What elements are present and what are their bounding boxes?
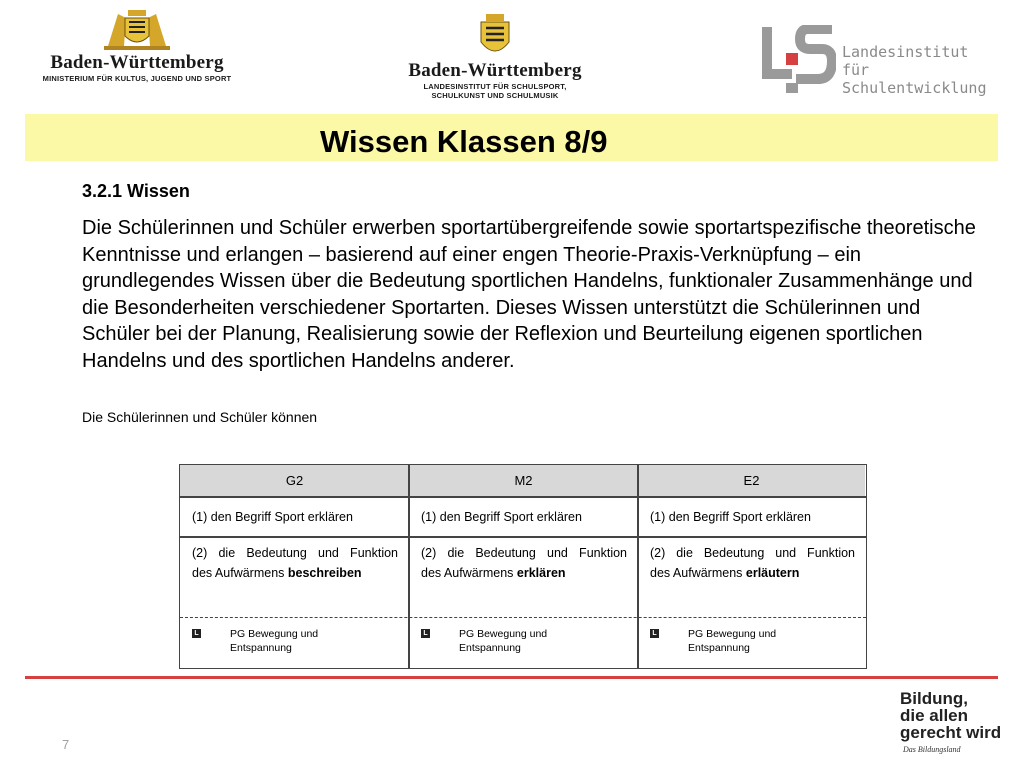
table-cell-m2-row1: (1) den Begriff Sport erklären [421, 510, 582, 524]
ls-name-line1: Landesinstitut [842, 43, 969, 61]
ministry-logo [22, 8, 252, 98]
table-cell-g2-row2: (2) die Bedeutung und Funktion des Aufwärmens beschreiben [192, 546, 398, 580]
table-cell-e2-row1: (1) den Begriff Sport erklären [650, 510, 811, 524]
coat-of-arms-icon [98, 8, 176, 52]
shield-crest-icon [477, 14, 513, 60]
leitperspektive-icon: L [192, 629, 201, 638]
page-number: 7 [62, 737, 70, 752]
institute-subtitle-line1: LANDESINSTITUT FÜR SCHULSPORT, [423, 82, 567, 91]
competence-table [179, 464, 867, 669]
section-heading: 3.2.1 Wissen [82, 181, 190, 201]
ministry-name: Baden-Württemberg [50, 52, 224, 73]
body-paragraph: Die Schülerinnen und Schüler erwerben sportartübergreifende sowie sportartspezifische theoretische Kenntnisse und erlangen – basierend auf einer engen Theorie-Praxis-Verknüpfung – ein grundlegendes Wissen über die Bedeutung sportlichen Handelns, funktionaler Zusammenhänge und die Besonderheiten verschiedener Sportarten. Dieses Wissen unterstützt die Schülerinnen und Schüler bei der Planung, Realisierung sowie der Reflexion und Beurteilung eigenen sportlichen Handelns und des sportlichen Handelns anderer. [82, 217, 976, 372]
ls-logo [760, 25, 1010, 95]
pg-reference-e2: PG Bewegung und Entspannung [688, 628, 777, 654]
institute-subtitle-line2: SCHULKUNST UND SCHULMUSIK [431, 91, 559, 100]
table-cell-m2-row2: (2) die Bedeutung und Funktion des Aufwärmens erklären [421, 546, 627, 580]
ls-name-line2: für Schulentwicklung [842, 61, 987, 97]
column-header-m2: M2 [409, 465, 638, 497]
ministry-subtitle: MINISTERIUM FÜR KULTUS, JUGEND UND SPORT [42, 74, 232, 83]
table-cell-e2-row2: (2) die Bedeutung und Funktion des Aufwärmens erläutern [650, 546, 855, 580]
footer-divider [25, 676, 998, 679]
page-title: Wissen Klassen 8/9 [320, 124, 608, 159]
pg-reference-g2: PG Bewegung und Entspannung [230, 628, 319, 654]
table-cell-g2-row1: (1) den Begriff Sport erklären [192, 510, 353, 524]
leitperspektive-icon: L [650, 629, 659, 638]
ls-mark-icon [760, 25, 836, 95]
dashed-separator [180, 617, 866, 618]
institute-name: Baden-Württemberg [408, 60, 582, 81]
landesinstitut-schulsport-logo [395, 14, 595, 109]
pg-reference-m2: PG Bewegung und Entspannung [459, 628, 548, 654]
column-header-g2: G2 [180, 465, 409, 497]
leitperspektive-icon: L [421, 629, 430, 638]
bildung-slogan: Bildung, die allen gerecht wird [900, 689, 1002, 742]
bildungsland-tagline: Das Bildungsland [903, 745, 961, 754]
intro-text: Die Schülerinnen und Schüler können [82, 409, 318, 425]
column-header-e2: E2 [638, 465, 865, 497]
